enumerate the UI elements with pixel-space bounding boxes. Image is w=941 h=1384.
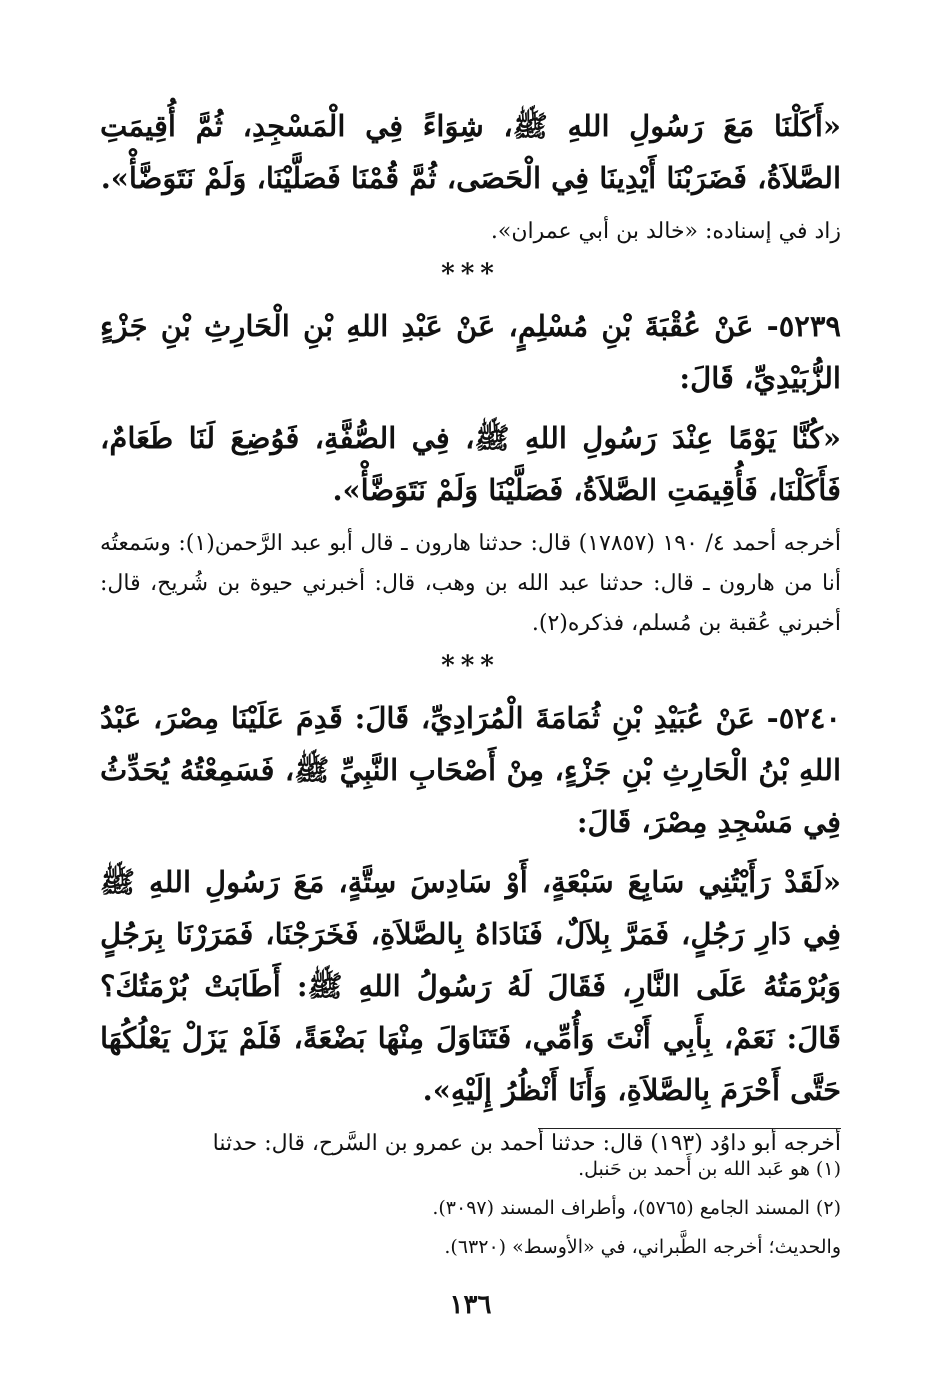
entry-5240-text: «لَقَدْ رَأَيْتُنِي سَابِعَ سَبْعَةٍ، أَوْ سَادِسَ سِتَّةٍ، مَعَ رَسُولِ اللهِ ﷺ فِي دَارِ رَجُلٍ، فَمَرَّ بِلاَلٌ، فَنَادَاهُ بِالصَّلاَةِ، فَخَرَجْنَا، فَمَرَرْنَا بِرَجُلٍ وَبُرْمَتُهُ عَلَى النَّارِ، فَقَالَ لَهُ رَسُولُ اللهِ ﷺ: أَطَابَتْ بُرْمَتُكَ؟ قَالَ: نَعَمْ، بِأَبِي أَنْتَ وَأُمِّي، فَتَنَاوَلَ مِنْهَا بَضْعَةً، فَلَمْ يَزَلْ يَعْلُكُهَا حَتَّى أَحْرَمَ بِالصَّلاَةِ، وَأَنَا أَنْظُرُ إِلَيْهِ».: [100, 865, 841, 1107]
footnote-1: (١) هو عَبد الله بن أَحمد بن حَنبل.: [578, 1158, 841, 1180]
entry-5240-narration: ٥٢٤٠- عَنْ عُبَيْدِ بْنِ ثُمَامَةَ الْمُرَادِيِّ، قَالَ: قَدِمَ عَلَيْنَا مِصْرَ، عَبْدُ اللهِ بْنُ الْحَارِثِ بْنِ جَزْءٍ، مِنْ أَصْحَابِ النَّبِيِّ ﷺ، فَسَمِعْتُهُ يُحَدِّثُ فِي مَسْجِدِ مِصْرَ، قَالَ:: [100, 701, 841, 839]
entry-5239-text: «كُنَّا يَوْمًا عِنْدَ رَسُولِ اللهِ ﷺ، فِي الصُّفَّةِ، فَوُضِعَ لَنَا طَعَامٌ، فَأَكَلْنَا، فَأُقِيمَتِ الصَّلاَةُ، فَصَلَّيْنَا وَلَمْ نَتَوَضَّأْ».: [100, 421, 841, 507]
footnote-3: والحديث؛ أخرجه الطَّبراني، في «الأوسط» (٦٣٢٠).: [444, 1236, 841, 1258]
footnote-divider: [538, 1128, 841, 1129]
footnote-2: (٢) المسند الجامع (٥٧٦٥)، وأطراف المسند (٣٠٩٧).: [432, 1197, 841, 1219]
section-separator: ***: [441, 259, 500, 289]
hadith-5238-text: «أَكَلْنَا مَعَ رَسُولِ اللهِ ﷺ، شِوَاءً فِي الْمَسْجِدِ، ثُمَّ أُقِيمَتِ الصَّلاَةُ، فَضَرَبْنَا أَيْدِينَا فِي الْحَصَى، ثُمَّ قُمْنَا فَصَلَّيْنَا، وَلَمْ نَتَوَضَّأْ».: [100, 109, 841, 195]
hadith-5238-note: زاد في إسناده: «خالد بن أبي عمران».: [490, 219, 841, 244]
section-separator: ***: [441, 651, 500, 681]
footnotes: [100, 1150, 841, 1267]
entry-5240-takhrij: أخرجه أبو داوُد (١٩٣) قال: حدثنا أحمد بن عمرو بن السَّرح، قال: حدثنا: [212, 1131, 841, 1156]
entry-5239-takhrij: أخرجه أحمد ٤/ ١٩٠ (١٧٨٥٧) قال: حدثنا هارون ـ قال أبو عبد الرَّحمن(١): وسَمعتُه أنا من هارون ـ قال: حدثنا عبد الله بن وهب، قال: أخبرني حيوة بن شُريح، قال: أخبرني عُقبة بن مُسلم، فذكره(٢).: [100, 531, 842, 636]
entry-5239-narration: ٥٢٣٩- عَنْ عُقْبَةَ بْنِ مُسْلِمٍ، عَنْ عَبْدِ اللهِ بْنِ الْحَارِثِ بْنِ جَزْءٍ الزُّبَيْدِيِّ، قَالَ:: [100, 309, 841, 395]
page-number: ١٣٦: [449, 1290, 492, 1320]
main-text: [100, 100, 841, 1164]
